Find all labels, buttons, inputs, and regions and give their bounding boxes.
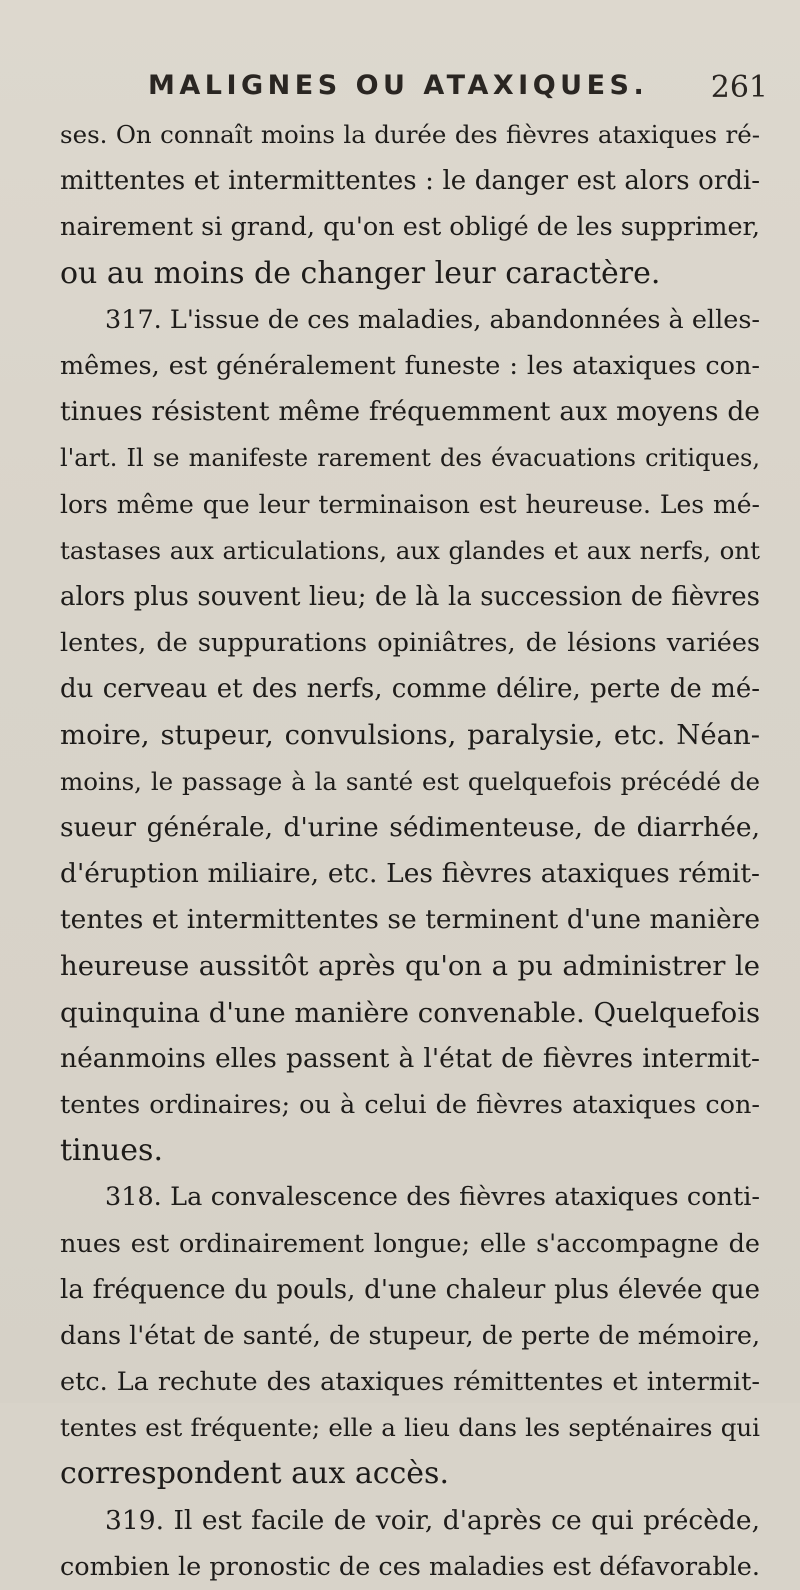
text-line: tentes et intermittentes se terminent d'une manière — [60, 904, 760, 936]
paragraph-318-start: 318. La convalescence des fièvres ataxiques conti- — [105, 1182, 760, 1213]
paragraph-317-start: 317. L'issue de ces maladies, abandonnées à elles- — [105, 304, 761, 335]
text-line: tentes est fréquente; elle a lieu dans les septénaires qui — [60, 1413, 760, 1443]
text-line: tinues. — [60, 1133, 163, 1169]
page-header — [148, 70, 788, 110]
text-line: d'éruption miliaire, etc. Les fièvres ataxiques rémit- — [60, 858, 760, 889]
text-line: heureuse aussitôt après qu'on a pu administrer le — [60, 950, 760, 983]
running-head: MALIGNES OU ATAXIQUES. — [148, 70, 649, 101]
text-line: correspondent aux accès. — [60, 1456, 449, 1492]
text-line: ou au moins de changer leur caractère. — [60, 255, 661, 291]
page-number: 261 — [710, 70, 768, 105]
text-line: combien le pronostic de ces maladies est défavorable. — [60, 1551, 760, 1582]
text-line: lors même que leur terminaison est heureuse. Les mé- — [60, 489, 760, 519]
text-line: l'art. Il se manifeste rarement des évacuations critiques, — [60, 444, 760, 473]
text-line: tentes ordinaires; ou à celui de fièvres ataxiques con- — [60, 1089, 760, 1120]
text-line: sueur générale, d'urine sédimenteuse, de diarrhée, — [60, 811, 760, 843]
text-line: moire, stupeur, convulsions, paralysie, etc. Néan- — [60, 719, 760, 752]
text-line: mêmes, est généralement funeste : les ataxiques con- — [60, 350, 760, 381]
text-line: tastases aux articulations, aux glandes et aux nerfs, ont — [60, 535, 760, 565]
text-line: ses. On connaît moins la durée des fièvres ataxiques ré- — [60, 120, 760, 149]
text-line: mittentes et intermittentes : le danger est alors ordi- — [60, 166, 760, 197]
text-line: nues est ordinairement longue; elle s'accompagne de — [60, 1228, 760, 1259]
text-line: quinquina d'une manière convenable. Quelquefois — [60, 996, 761, 1029]
body-text — [60, 112, 760, 1590]
text-line: lentes, de suppurations opiniâtres, de lésions variées — [60, 628, 760, 659]
text-line: etc. La rechute des ataxiques rémittentes et intermit- — [60, 1367, 760, 1398]
text-line: la fréquence du pouls, d'une chaleur plus élevée que — [60, 1274, 760, 1305]
text-line: du cerveau et des nerfs, comme délire, perte de mé- — [60, 674, 760, 705]
text-line: alors plus souvent lieu; de là la succession de fièvres — [60, 581, 760, 612]
text-line: tinues résistent même fréquemment aux moyens de — [60, 396, 760, 428]
text-line: nairement si grand, qu'on est obligé de les supprimer, — [60, 212, 761, 243]
paragraph-319-start: 319. Il est facile de voir, d'après ce qui précède, — [105, 1504, 760, 1536]
text-line: moins, le passage à la santé est quelquefois précédé de — [60, 766, 760, 796]
text-line: néanmoins elles passent à l'état de fièvres intermit- — [60, 1042, 760, 1074]
text-line: dans l'état de santé, de stupeur, de perte de mémoire, — [60, 1320, 761, 1351]
